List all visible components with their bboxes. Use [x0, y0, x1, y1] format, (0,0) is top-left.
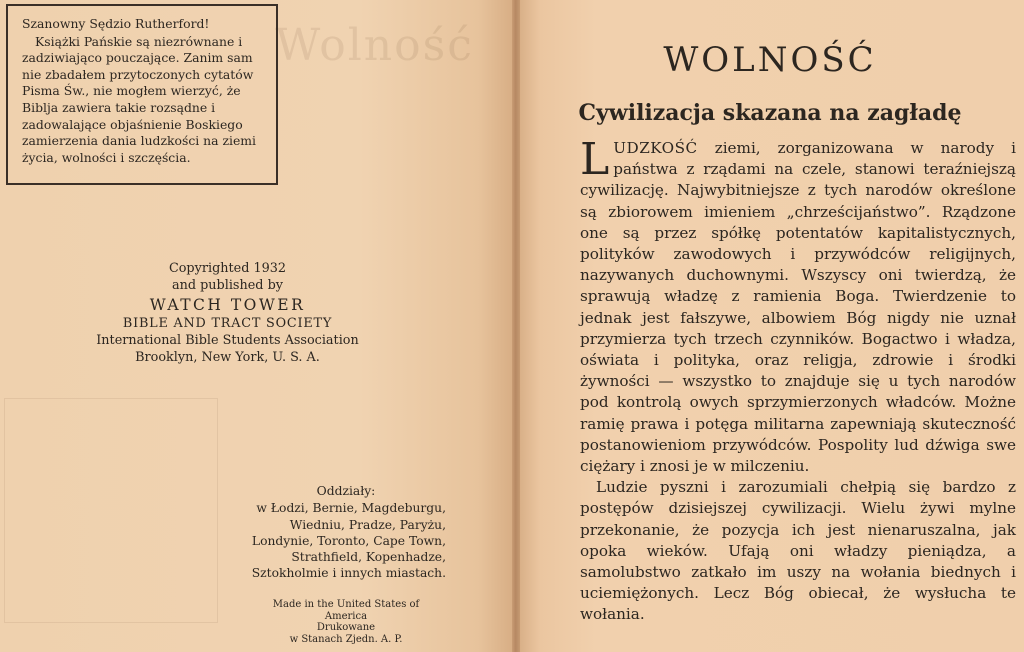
- chapter-title: WOLNOŚĆ: [663, 40, 877, 80]
- made-in-line-3: Drukowane: [316, 622, 376, 633]
- chapter-subtitle: Cywilizacja skazana na zagładę: [578, 100, 962, 126]
- lead-word: UDZKOŚĆ: [613, 139, 698, 157]
- branches-title: Oddziały:: [316, 484, 376, 498]
- branches-block: [246, 483, 446, 582]
- publisher-name: WATCH TOWER: [149, 296, 306, 314]
- letter-body: Książki Pańskie są niezrównane i zadziwiająco pouczające. Zanim sam nie zbadałem przytoczonych cytatów Pisma Św., nie mogłem wierzyć, że Biblja zawiera takie rozsądne i zadowalające objaśnienie Boskiego zamierzenia dania ludzkości na ziemi życia, wolności i szczęścia.: [22, 33, 257, 165]
- made-in-block: [246, 599, 446, 645]
- made-in-line-1: Made in the United States of: [272, 599, 420, 610]
- paragraph-1: [580, 134, 1016, 477]
- article-body: [580, 134, 1016, 626]
- copyright-line-1: Copyrighted 1932: [168, 261, 287, 276]
- paragraph-2: Ludzie pyszni i zarozumiali chełpią się bardzo z postępów dzisiejszej cywilizacji. Wielu żywi mylne przekonanie, że pozycja ich jest nienaruszalna, jak opoka wieków. Ufają oni władzy pieniądza, a samolubstwo zatkało im uszy na wołania biednych i uciemiężonych. Lecz Bóg obiecał, że wysłucha te wołania.: [580, 478, 1016, 624]
- drop-cap: L: [580, 134, 610, 185]
- made-in-line-2: America: [324, 610, 368, 622]
- copyright-line-2: and published by: [171, 278, 283, 293]
- book-spine: [512, 0, 520, 652]
- publisher-location: Brooklyn, New York, U. S. A.: [135, 350, 320, 365]
- letter-box: [6, 4, 278, 185]
- letter-greeting: Szanowny Sędzio Rutherford!: [22, 16, 210, 31]
- copyright-block: [40, 260, 415, 366]
- publisher-association: International Bible Students Association: [96, 333, 359, 348]
- branches-list: w Łodzi, Bernie, Magdeburgu, Wiedniu, Pradze, Paryżu, Londynie, Toronto, Cape Town, Strathfield, Kopenhadze, Sztokholmie i innych miastach.: [251, 501, 446, 581]
- bleed-through-text: Wolność: [275, 20, 474, 71]
- paragraph-1-text: ziemi, zorganizowana w narody i państwa z rządami na czele, stanowi teraźniejszą cywilizację. Najwybitniejsze z tych narodów określone są zbiorowem imieniem „chrześcijaństwo”. Rządzone one są przez spółkę potentatów kapitalistycznych, polityków zawodowych i przywódców religijnych, nazywanych duchownymi. Wszyscy oni twierdzą, że sprawują władzę z ramienia Boga. Twierdzenie to jednak jest fałszywe, albowiem Bóg nigdy nie uznał przymierza tych trzech czynników. Bogactwo i władza, oświata i polityka, oraz religja, zdrowie i środki żywności — wszystko to znajduje się u tych narodów pod kontrolą owych sprzymierzonych władców. Możne ramię prawa i potęga militarna zapewniają skuteczność postanowieniom przywódców. Pospolity lud dźwiga swe ciężary i znosi je w milczeniu.: [580, 139, 1016, 476]
- bleed-through-table: [4, 398, 218, 623]
- publisher-subtitle: BIBLE AND TRACT SOCIETY: [122, 316, 333, 331]
- made-in-line-4: w Stanach Zjedn. A. P.: [289, 633, 403, 645]
